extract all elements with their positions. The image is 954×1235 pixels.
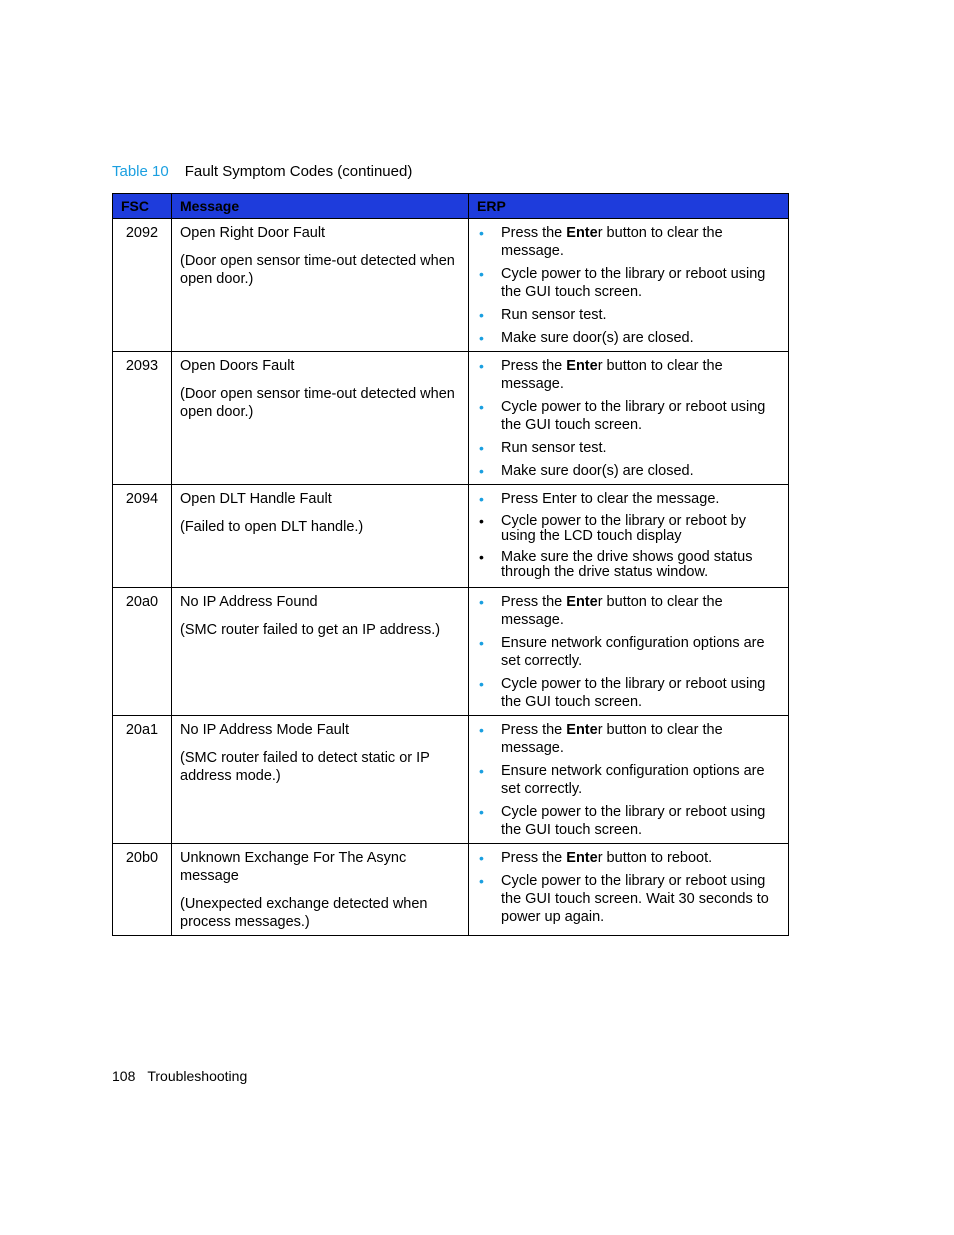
erp-list [477,593,780,711]
message-title: Open DLT Handle Fault [180,491,332,507]
table-row [113,352,789,485]
bullet-icon: • [479,763,484,779]
erp-item: • Run sensor test. [479,440,607,456]
message-detail: (SMC router failed to get an IP address.) [180,622,441,638]
message-cell [172,352,469,485]
message-cell [172,844,469,936]
message-title: Open Right Door Fault [180,225,326,241]
page-number: 108 [112,1068,136,1084]
message-cell [172,485,469,588]
fsc-code: 2093 [113,352,172,485]
bullet-icon: • [479,594,484,610]
erp-cell [469,485,789,588]
erp-item: • Cycle power to the library or reboot using the GUI touch screen. [479,804,766,838]
erp-item: • Make sure door(s) are closed. [479,330,694,346]
enter-key-label: Ente [566,850,598,866]
bullet-icon: • [479,307,484,323]
erp-item: • Make sure the drive shows good status through the drive status window. [479,549,753,580]
erp-list [477,849,780,926]
column-header-erp: ERP [469,194,789,219]
erp-item: • Cycle power to the library or reboot using the GUI touch screen. [479,399,766,433]
message-cell [172,588,469,716]
erp-item: • Press the Enter button to clear the message. [479,358,723,392]
erp-cell [469,844,789,936]
table-row [113,485,789,588]
erp-item: • Cycle power to the library or reboot using the GUI touch screen. [479,676,766,710]
message-detail: (SMC router failed to detect static or IP address mode.) [180,750,430,784]
erp-item: • Press the Enter button to clear the message. [479,225,723,259]
table-header-row [113,194,789,219]
bullet-icon: • [479,549,484,565]
section-name: Troubleshooting [147,1068,248,1084]
erp-list [477,721,780,839]
bullet-icon: • [479,358,484,374]
table-title: Fault Symptom Codes (continued) [184,163,413,180]
bullet-icon: • [479,330,484,346]
enter-key-label: Ente [566,225,598,241]
erp-cell [469,219,789,352]
fsc-code: 2092 [113,219,172,352]
bullet-icon: • [479,873,484,889]
erp-list [477,357,780,480]
message-cell [172,716,469,844]
erp-item: • Cycle power to the library or reboot by using the LCD touch display [479,513,746,544]
erp-item: • Ensure network configuration options are set correctly. [479,763,765,797]
table-row [113,219,789,352]
message-detail: (Unexpected exchange detected when process messages.) [180,896,428,930]
erp-item: • Press the Enter button to clear the message. [479,722,723,756]
erp-cell [469,716,789,844]
fsc-code: 20a1 [113,716,172,844]
fsc-code: 20a0 [113,588,172,716]
erp-list [477,224,780,347]
enter-key-label: Ente [566,722,598,738]
column-header-fsc: FSC [113,194,172,219]
bullet-icon: • [479,225,484,241]
erp-item: • Press the Enter button to reboot. [479,850,713,866]
erp-item: • Press Enter to clear the message. [479,491,720,507]
table-row [113,844,789,936]
bullet-icon: • [479,440,484,456]
bullet-icon: • [479,266,484,282]
bullet-icon: • [479,513,484,529]
message-detail: (Door open sensor time-out detected when open door.) [180,253,455,287]
erp-item: • Cycle power to the library or reboot using the GUI touch screen. Wait 30 seconds to power up again. [479,873,769,925]
erp-cell [469,588,789,716]
bullet-icon: • [479,491,484,507]
erp-list [477,490,780,580]
enter-key-label: Ente [566,594,598,610]
fsc-code: 2094 [113,485,172,588]
table-row [113,588,789,716]
message-detail: (Failed to open DLT handle.) [180,519,364,535]
message-title: Open Doors Fault [180,358,295,374]
erp-item: • Run sensor test. [479,307,607,323]
bullet-icon: • [479,463,484,479]
message-title: No IP Address Found [180,594,318,610]
page-footer [112,1067,247,1085]
fault-symptom-codes-table [112,193,789,936]
bullet-icon: • [479,676,484,692]
message-title: No IP Address Mode Fault [180,722,349,738]
message-title: Unknown Exchange For The Async message [180,850,407,884]
bullet-icon: • [479,722,484,738]
table-caption [112,163,412,181]
erp-item: • Cycle power to the library or reboot using the GUI touch screen. [479,266,766,300]
enter-key-label: Ente [566,358,598,374]
bullet-icon: • [479,850,484,866]
bullet-icon: • [479,804,484,820]
table-row [113,716,789,844]
column-header-message: Message [172,194,469,219]
erp-cell [469,352,789,485]
table-label: Table 10 [112,163,169,180]
bullet-icon: • [479,399,484,415]
erp-item: • Press the Enter button to clear the message. [479,594,723,628]
message-cell [172,219,469,352]
fsc-code: 20b0 [113,844,172,936]
erp-item: • Make sure door(s) are closed. [479,463,694,479]
erp-item: • Ensure network configuration options are set correctly. [479,635,765,669]
message-detail: (Door open sensor time-out detected when open door.) [180,386,455,420]
bullet-icon: • [479,635,484,651]
